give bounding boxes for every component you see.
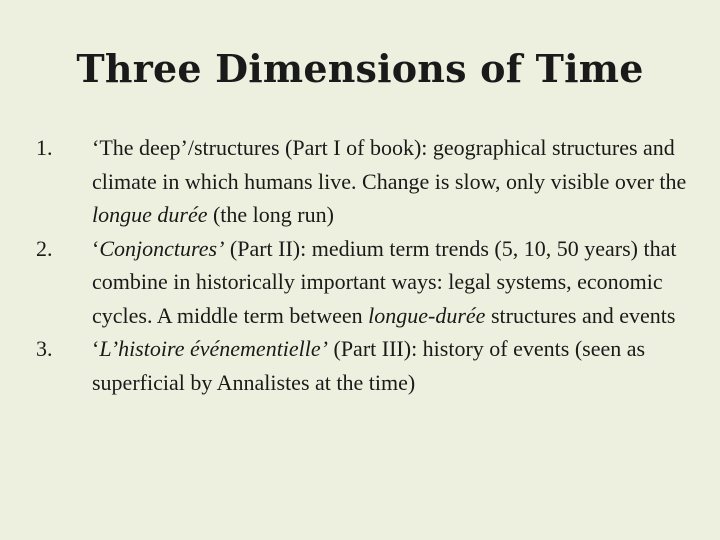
text-segment: ‘The deep’/structures (Part I of book): geographical structures and climate in which humans live. Change is slow, only visible over the <box>92 135 687 194</box>
list-item-text <box>92 332 696 399</box>
italic-term: L’histoire événementielle’ <box>99 336 328 361</box>
text-segment: (Part II): medium term trends (5, 10, 50 years) that combine in historically important ways: legal systems, economic cycles. A middle term between <box>92 235 677 328</box>
italic-term: longue-durée <box>368 302 486 328</box>
text-segment: ‘ <box>92 235 100 261</box>
text-segment: (the long run) <box>207 202 334 227</box>
italic-term: longue durée <box>92 202 208 227</box>
italic-term: Conjonctures’ <box>99 235 225 261</box>
list-item-number: 1. <box>36 135 53 160</box>
list-item <box>36 232 696 333</box>
text-segment: (Part III): history of events (seen as superficial by Annalistes at the time) <box>92 336 646 395</box>
text-segment: structures and events <box>485 302 676 328</box>
text-segment: ‘ <box>92 336 100 361</box>
slide-title: Three Dimensions of Time <box>76 46 644 91</box>
list-item <box>36 131 696 232</box>
list-item-number: 3. <box>36 336 53 361</box>
list-item-text <box>92 232 696 333</box>
list-item-text <box>92 131 696 232</box>
list-item <box>36 332 696 399</box>
time-dimensions-list <box>36 131 696 399</box>
list-item-number: 2. <box>36 235 53 261</box>
